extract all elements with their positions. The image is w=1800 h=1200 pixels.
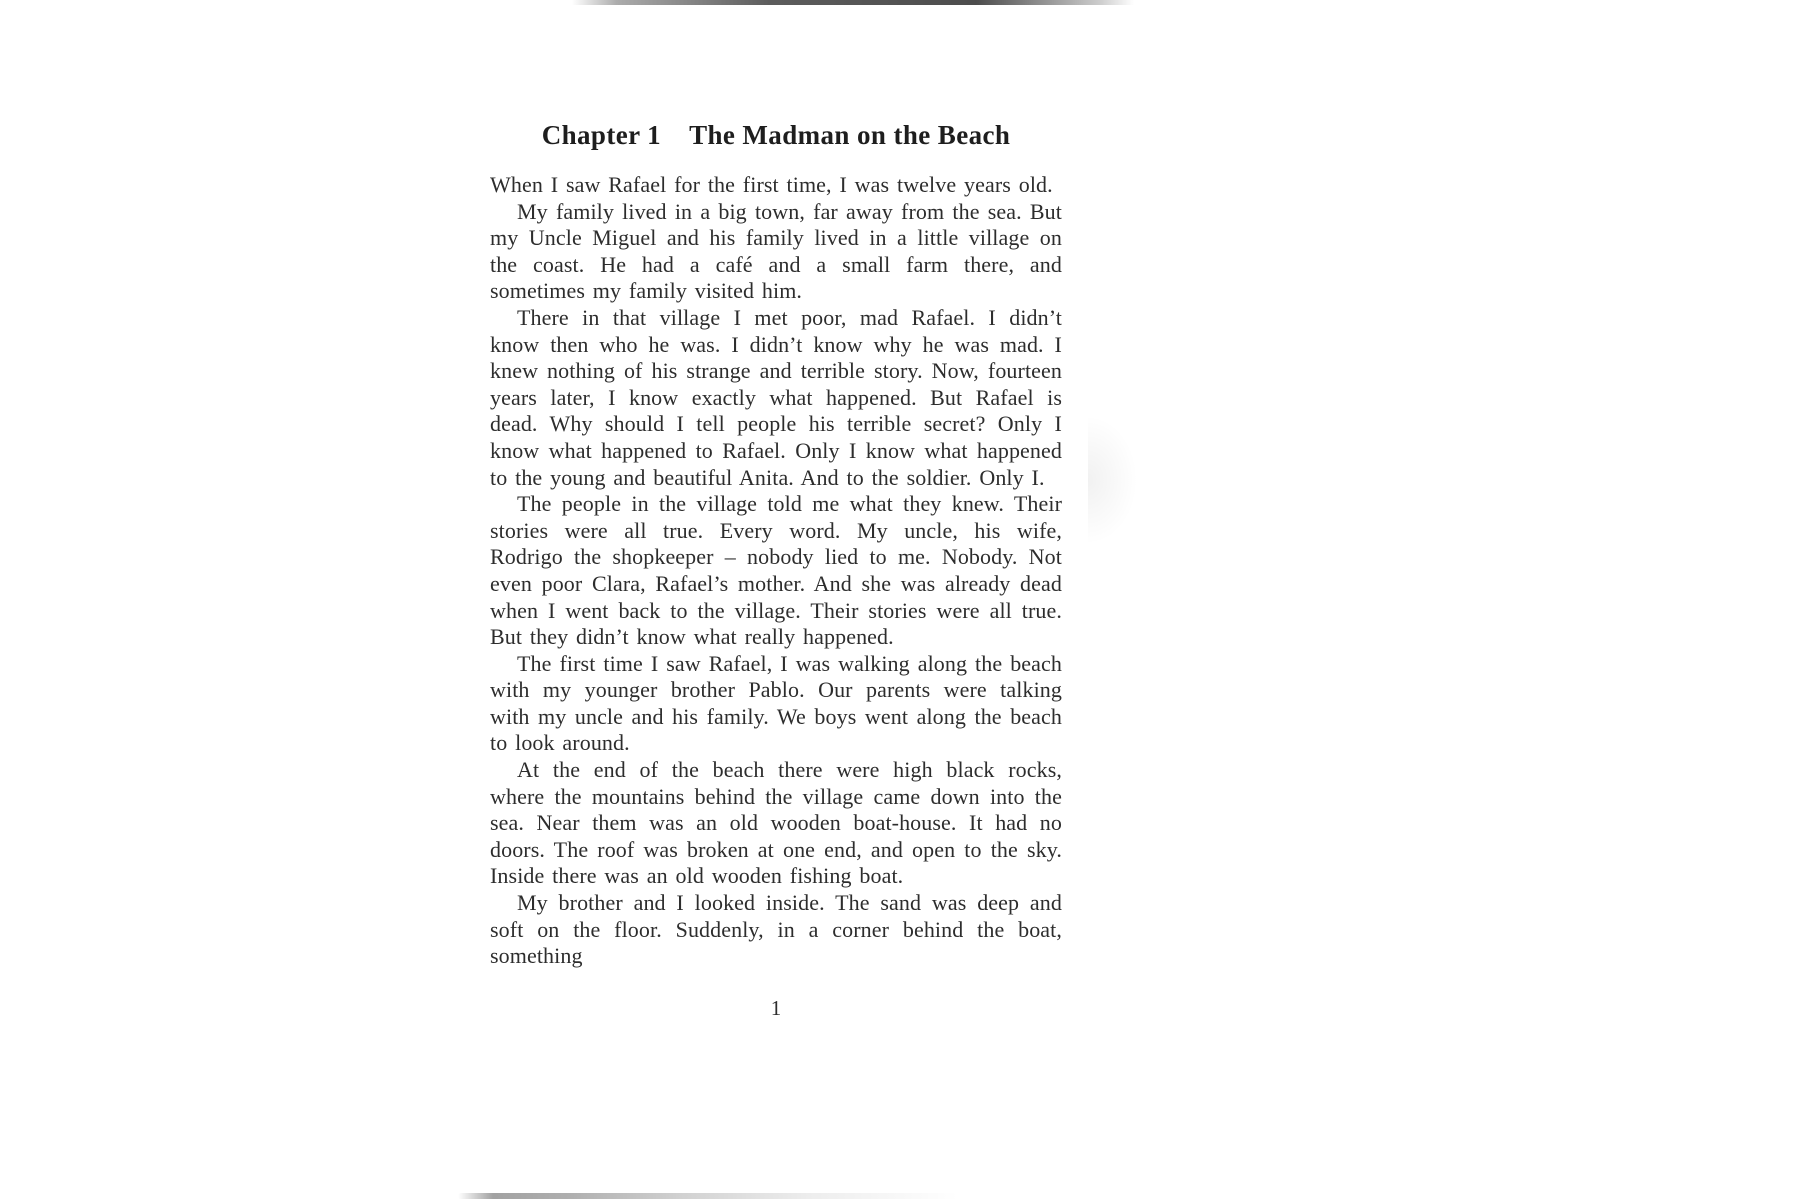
paragraph-7: My brother and I looked inside. The sand was deep and soft on the floor. Suddenly, in a corner behind the boat, something — [490, 890, 1062, 969]
paragraph-1: When I saw Rafael for the first time, I was twelve years old. — [490, 172, 1053, 197]
scan-edge-bottom — [458, 1193, 958, 1199]
paragraph-2: My family lived in a big town, far away from the sea. But my Uncle Miguel and his family lived in a little village on the coast. He had a café and a small farm there, and sometimes my family visited him. — [490, 198, 1062, 304]
page-text-block — [490, 120, 1062, 1021]
paragraph-4: The people in the village told me what they knew. Their stories were all true. Every word. My uncle, his wife, Rodrigo the shopkeeper – nobody lied to me. Nobody. Not even poor Clara, Rafael’s mother. And she was already dead when I went back to the village. Their stories were all true. But they didn’t know what really happened. — [490, 491, 1062, 650]
paragraph-3: There in that village I met poor, mad Rafael. I didn’t know then who he was. I didn’t know why he was mad. I knew nothing of his strange and terrible story. Now, fourteen years later, I know exactly what happened. But Rafael is dead. Why should I tell people his terrible secret? Only I know what happened to Rafael. Only I know what happened to the young and beautiful Anita. And to the soldier. Only I. — [490, 304, 1062, 490]
paragraph-6: At the end of the beach there were high black rocks, where the mountains behind the village came down into the sea. Near them was an old wooden boat-house. It had no doors. The roof was broken at one end, and open to the sky. Inside there was an old wooden fishing boat. — [490, 757, 1062, 889]
page-curl-shadow — [1088, 415, 1138, 545]
body-copy — [490, 172, 1062, 970]
chapter-label: Chapter 1 — [541, 120, 662, 150]
chapter-title: The Madman on the Beach — [689, 120, 1011, 150]
scan-edge-top — [572, 0, 1134, 5]
paragraph-5: The first time I saw Rafael, I was walking along the beach with my younger brother Pablo. Our parents were talking with my uncle and his family. We boys went along the beach to look around. — [490, 650, 1062, 756]
page-number: 1 — [770, 995, 782, 1020]
chapter-heading — [490, 120, 1062, 150]
